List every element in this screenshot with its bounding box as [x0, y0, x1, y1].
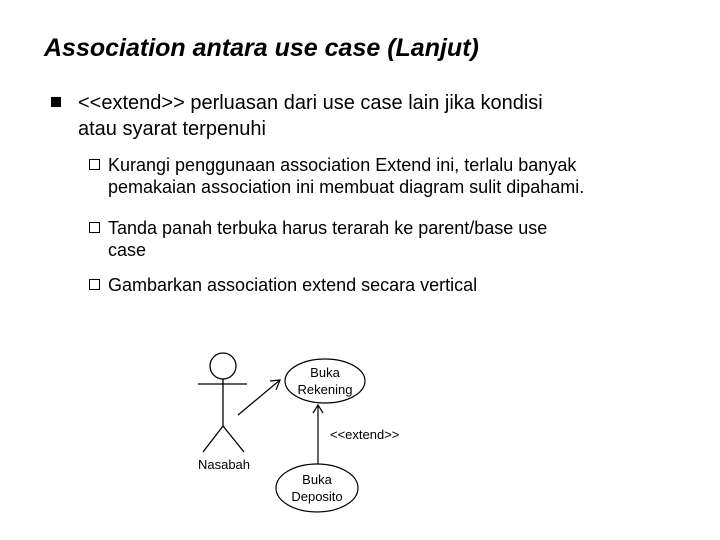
sub-bullet-3-line-1: Gambarkan association extend secara vertical	[108, 275, 478, 295]
sub-bullet-2-line-2: case	[108, 240, 147, 260]
actor-stick-figure-icon	[198, 353, 247, 452]
use-case-buka-deposito-line-1: Buka	[302, 472, 332, 487]
sub-bullet-2-line-1: Tanda panah terbuka harus terarah ke parent/base use	[108, 218, 548, 238]
use-case-buka-rekening-line-2: Rekening	[297, 382, 353, 397]
use-case-buka-deposito	[276, 464, 358, 512]
actor-label: Nasabah	[197, 457, 251, 472]
sub-bullet-1-line-2: pemakaian association ini membuat diagram sulit dipahami.	[108, 177, 585, 197]
main-bullet-line-2: atau syarat terpenuhi	[78, 118, 266, 140]
extend-label: <<extend>>	[330, 427, 400, 442]
use-case-buka-rekening-line-1: Buka	[310, 365, 340, 380]
extend-arrow	[313, 405, 323, 464]
slide-title: Association antara use case (Lanjut)	[44, 34, 479, 62]
use-case-buka-rekening	[285, 359, 365, 403]
main-bullet-line-1: <<extend>> perluasan dari use case lain jika kondisi	[78, 92, 543, 114]
sub-bullet-1-line-1: Kurangi penggunaan association Extend ini, terlalu banyak	[108, 155, 577, 175]
use-case-buka-deposito-line-2: Deposito	[291, 489, 343, 504]
association-arrow	[238, 380, 280, 415]
